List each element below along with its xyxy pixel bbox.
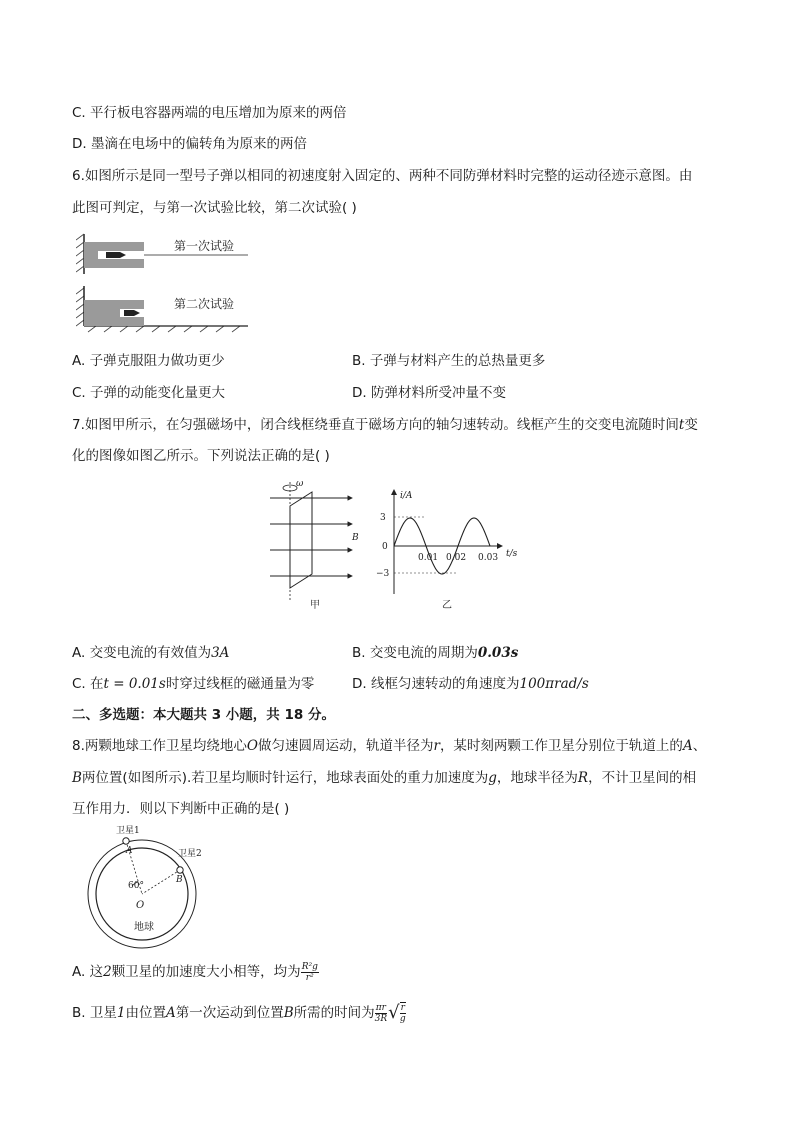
q8-option-b-sqrt-sign: √ bbox=[388, 1002, 400, 1023]
q7-stem-var-t: t bbox=[678, 417, 685, 433]
q7-ytick-0: 0 bbox=[382, 542, 388, 552]
q7-option-a bbox=[72, 643, 229, 663]
q8-point-a-label: A bbox=[126, 846, 133, 856]
q7-option-b-text: B. 交变电流的周期为 bbox=[352, 645, 478, 661]
q6-label-2: 第二次试验 bbox=[174, 297, 235, 311]
q8-option-a-text: A. 这 bbox=[72, 964, 104, 980]
q5-option-d: D. 墨滴在电场中的偏转角为原来的两倍 bbox=[72, 136, 307, 152]
q7-ytick-3: 3 bbox=[380, 513, 386, 523]
q8-option-a-num: 2 bbox=[103, 964, 112, 980]
q7-omega-label: ω bbox=[296, 479, 304, 489]
q8-var-g: g bbox=[488, 770, 497, 786]
q8-var-a: A bbox=[682, 738, 693, 754]
q8-option-b-frac-den: 3R bbox=[374, 1013, 388, 1024]
q7-option-a-value: 3A bbox=[211, 645, 230, 661]
q7-option-d-text: D. 线框匀速转动的角速度为 bbox=[352, 676, 520, 692]
q5-option-c: C. 平行板电容器两端的电压增加为原来的两倍 bbox=[72, 105, 347, 121]
q8-option-b-text3: 第一次运动到位置 bbox=[175, 1005, 284, 1021]
q8-stem-2a: 两位置(如图所示).若卫星均顺时针运行，地球表面处的重力加速度为 bbox=[81, 770, 489, 786]
q6-option-d: D. 防弹材料所受冲量不变 bbox=[352, 385, 506, 401]
q8-option-b-a: A bbox=[165, 1005, 176, 1021]
q8-point-b-label: B bbox=[176, 875, 183, 885]
q7-stem-text-a: 7.如图甲所示，在匀强磁场中，闭合线框绕垂直于磁场方向的轴匀速转动。线框产生的交变电流随时间 bbox=[72, 417, 679, 433]
q8-option-b-frac-num: πr bbox=[375, 1002, 386, 1013]
q6-option-b: B. 子弹与材料产生的总热量更多 bbox=[352, 353, 546, 369]
q8-earth-label: 地球 bbox=[134, 922, 154, 933]
q8-stem-line2 bbox=[72, 768, 696, 788]
q8-var-b: B bbox=[72, 770, 82, 786]
q8-option-b bbox=[72, 1000, 406, 1026]
q6-stem-line2: 此图可判定，与第一次试验比较，第二次试验( ) bbox=[72, 200, 357, 216]
q8-option-b-text2: 由位置 bbox=[125, 1005, 166, 1021]
q7-field-lines bbox=[270, 498, 352, 576]
section2-heading bbox=[72, 705, 335, 725]
q7-jia-label: 甲 bbox=[310, 600, 320, 611]
section2-score: 18 bbox=[284, 707, 304, 723]
section2-heading-mid: 小题，共 bbox=[221, 707, 285, 723]
q8-option-a-frac-den: r² bbox=[305, 972, 314, 983]
q8-figure bbox=[72, 824, 232, 952]
q6-option-c: C. 子弹的动能变化量更大 bbox=[72, 385, 226, 401]
q7-stem-line2: 化的图像如图乙所示。下列说法正确的是( ) bbox=[72, 448, 330, 464]
q7-option-b bbox=[352, 643, 518, 663]
q7-option-d bbox=[352, 674, 589, 694]
q8-option-b-num: 1 bbox=[116, 1005, 126, 1021]
q6-option-a: A. 子弹克服阻力做功更少 bbox=[72, 353, 225, 369]
q8-option-a bbox=[72, 960, 319, 984]
q8-option-a-frac-num: R²g bbox=[301, 961, 318, 972]
q8-option-b-sqrt-den: g bbox=[399, 1014, 406, 1024]
q8-option-a-text2: 颗卫星的加速度大小相等，均为 bbox=[111, 964, 301, 980]
q7-xtick-2: 0.02 bbox=[446, 553, 467, 563]
q8-stem-line3: 互作用力．则以下判断中正确的是( ) bbox=[72, 801, 290, 817]
q8-option-b-text4: 所需的时间为 bbox=[293, 1005, 375, 1021]
q7-option-d-value: 100πrad/s bbox=[519, 676, 589, 692]
q6-wall-1-hatch bbox=[76, 234, 84, 272]
q7-stem-line1 bbox=[72, 415, 698, 435]
q7-option-c-post: 时穿过线框的磁通量为零 bbox=[165, 676, 315, 692]
q8-stem-1c: ，某时刻两颗工作卫星分别位于轨道上的 bbox=[439, 738, 683, 754]
q7-figure bbox=[266, 476, 524, 614]
q8-sat2-label: 卫星2 bbox=[178, 849, 202, 859]
q7-figure-yi bbox=[376, 490, 518, 611]
q7-y-axis-label: i/A bbox=[400, 491, 413, 501]
q8-stem-line1 bbox=[72, 736, 706, 756]
q8-stem-2b: ，地球半径为 bbox=[496, 770, 578, 786]
q7-option-c-value: t = 0.01s bbox=[103, 676, 166, 692]
section2-count: 3 bbox=[211, 707, 222, 723]
q8-satellite-2 bbox=[177, 867, 183, 873]
q7-stem-text-b: 变 bbox=[684, 417, 698, 433]
section2-heading-post: 分。 bbox=[303, 707, 336, 723]
q7-figure-jia bbox=[270, 479, 359, 611]
q8-center-label: O bbox=[136, 900, 145, 911]
q6-stem-line1: 6.如图所示是同一型号子弹以相同的初速度射入固定的、两种不同防弹材料时完整的运动径迹示意图。由 bbox=[72, 168, 693, 184]
section2-heading-pre: 二、多选题：本大题共 bbox=[72, 707, 212, 723]
q7-x-axis-label: t/s bbox=[506, 549, 518, 559]
q7-coil-frame bbox=[290, 492, 312, 588]
q8-option-b-b: B bbox=[283, 1005, 294, 1021]
q8-stem-1b: 做匀速圆周运动，轨道半径为 bbox=[257, 738, 434, 754]
q8-sat1-label: 卫星1 bbox=[116, 826, 140, 836]
q8-option-b-sqrt-num: r bbox=[400, 1003, 405, 1013]
q7-b-label: B bbox=[352, 533, 359, 543]
q7-option-c bbox=[72, 674, 314, 694]
q8-option-b-fraction bbox=[375, 1003, 388, 1024]
q7-option-c-pre: C. 在 bbox=[72, 676, 104, 692]
q8-radius-b bbox=[142, 870, 180, 894]
q8-angle-label: 60° bbox=[128, 881, 144, 891]
q8-var-r: r bbox=[433, 738, 440, 754]
q6-figure bbox=[76, 228, 252, 338]
q7-xtick-3: 0.03 bbox=[478, 553, 499, 563]
q7-option-a-text: A. 交变电流的有效值为 bbox=[72, 645, 212, 661]
q8-var-o: O bbox=[246, 738, 258, 754]
q8-var-r-earth: R bbox=[577, 770, 589, 786]
q8-option-b-text: B. 卫星 bbox=[72, 1005, 117, 1021]
q7-xtick-1: 0.01 bbox=[418, 553, 439, 563]
q8-option-b-sqrt-fraction bbox=[400, 1002, 406, 1024]
q7-yi-label: 乙 bbox=[442, 600, 452, 611]
q7-option-b-value: 0.03s bbox=[477, 645, 519, 661]
q8-stem-2c: ，不计卫星间的相 bbox=[588, 770, 697, 786]
q7-ytick-neg3: −3 bbox=[376, 569, 390, 579]
q8-satellite-1 bbox=[123, 838, 129, 844]
q8-stem-1d: 、 bbox=[692, 738, 707, 754]
q8-option-a-fraction bbox=[301, 962, 319, 983]
q6-label-1: 第一次试验 bbox=[174, 239, 235, 253]
q8-stem-1a: 8.两颗地球工作卫星均绕地心 bbox=[72, 738, 247, 754]
